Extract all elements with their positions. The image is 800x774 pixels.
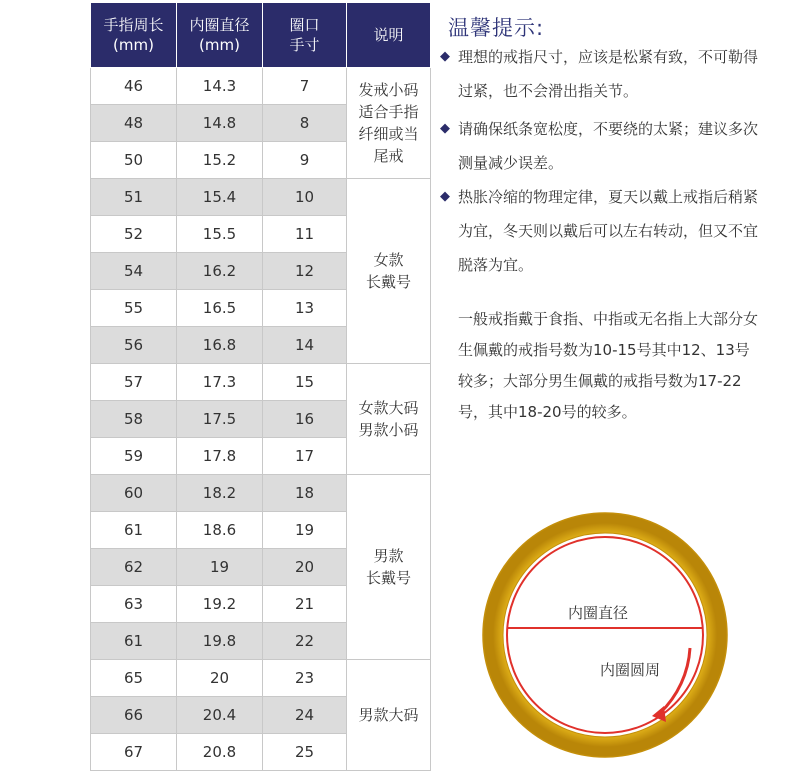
finger-circumference-cell: 60 bbox=[91, 475, 177, 512]
inner-diameter-cell: 15.5 bbox=[177, 216, 263, 253]
size-group-note-line: 男款 bbox=[373, 547, 404, 565]
finger-circumference-cell: 54 bbox=[91, 253, 177, 290]
ring-size-table bbox=[90, 2, 431, 771]
size-group-note bbox=[347, 364, 431, 475]
header-ring-size: 圈口 手寸 bbox=[263, 3, 347, 68]
inner-diameter-cell: 18.2 bbox=[177, 475, 263, 512]
finger-circumference-cell: 59 bbox=[91, 438, 177, 475]
inner-diameter-cell: 19.2 bbox=[177, 586, 263, 623]
finger-circumference-cell: 63 bbox=[91, 586, 177, 623]
inner-diameter-cell: 19.8 bbox=[177, 623, 263, 660]
size-guidance-paragraph: 一般戒指戴于食指、中指或无名指上大部分女生佩戴的戒指号数为10-15号其中12、13号较多；大部分男生佩戴的戒指号数为17-22号，其中18-20号的较多。 bbox=[458, 310, 759, 421]
table-row bbox=[91, 179, 431, 216]
ring-size-cell: 11 bbox=[263, 216, 347, 253]
size-group-note-line: 女款 bbox=[373, 251, 404, 269]
finger-circumference-cell: 61 bbox=[91, 512, 177, 549]
table-body bbox=[91, 68, 431, 771]
size-group-note-line: 长戴号 bbox=[365, 569, 411, 587]
inner-circumference-label: 内圈圆周 bbox=[599, 661, 661, 679]
inner-diameter-cell: 17.3 bbox=[177, 364, 263, 401]
diamond-bullet-icon: ◆ bbox=[440, 121, 450, 136]
ring-size-cell: 23 bbox=[263, 660, 347, 697]
ring-size-cell: 8 bbox=[263, 105, 347, 142]
finger-circumference-cell: 57 bbox=[91, 364, 177, 401]
ring-size-cell: 21 bbox=[263, 586, 347, 623]
tip-text: 理想的戒指尺寸，应该是松紧有致，不可勒得过紧，也不会滑出指关节。 bbox=[458, 48, 759, 100]
inner-diameter-cell: 17.8 bbox=[177, 438, 263, 475]
ring-size-cell: 9 bbox=[263, 142, 347, 179]
inner-diameter-cell: 20 bbox=[177, 660, 263, 697]
ring-size-cell: 19 bbox=[263, 512, 347, 549]
inner-diameter-cell: 14.8 bbox=[177, 105, 263, 142]
ring-size-cell: 25 bbox=[263, 734, 347, 771]
inner-diameter-label: 内圈直径 bbox=[567, 604, 629, 622]
ring-interior bbox=[504, 534, 706, 736]
inner-diameter-cell: 19 bbox=[177, 549, 263, 586]
ring-size-cell: 7 bbox=[263, 68, 347, 105]
header-inner-diameter: 内圈直径 (mm) bbox=[177, 3, 263, 68]
finger-circumference-cell: 52 bbox=[91, 216, 177, 253]
size-group-note bbox=[347, 475, 431, 660]
finger-circumference-cell: 58 bbox=[91, 401, 177, 438]
finger-circumference-cell: 67 bbox=[91, 734, 177, 771]
tip-text: 请确保纸条宽松度，不要绕的太紧；建议多次测量减少误差。 bbox=[458, 120, 759, 172]
header-description: 说明 bbox=[347, 3, 431, 68]
finger-circumference-cell: 56 bbox=[91, 327, 177, 364]
diamond-bullet-icon: ◆ bbox=[440, 49, 450, 64]
ring-size-cell: 20 bbox=[263, 549, 347, 586]
finger-circumference-cell: 51 bbox=[91, 179, 177, 216]
ring-size-cell: 15 bbox=[263, 364, 347, 401]
finger-circumference-cell: 65 bbox=[91, 660, 177, 697]
tip-item bbox=[440, 112, 760, 180]
ring-diagram bbox=[480, 510, 730, 760]
size-group-note-line: 长戴号 bbox=[365, 273, 411, 291]
finger-circumference-cell: 66 bbox=[91, 697, 177, 734]
size-group-note-line: 男款小码 bbox=[358, 421, 419, 439]
finger-circumference-cell: 61 bbox=[91, 623, 177, 660]
inner-diameter-cell: 16.5 bbox=[177, 290, 263, 327]
tips-title: 温馨提示: bbox=[448, 16, 545, 40]
ring-size-cell: 17 bbox=[263, 438, 347, 475]
ring-size-cell: 18 bbox=[263, 475, 347, 512]
inner-diameter-cell: 18.6 bbox=[177, 512, 263, 549]
table-row bbox=[91, 68, 431, 105]
inner-diameter-cell: 17.5 bbox=[177, 401, 263, 438]
finger-circumference-cell: 50 bbox=[91, 142, 177, 179]
inner-diameter-cell: 16.2 bbox=[177, 253, 263, 290]
finger-circumference-cell: 48 bbox=[91, 105, 177, 142]
table-header-row bbox=[91, 3, 431, 68]
tip-item bbox=[440, 40, 760, 108]
table-row bbox=[91, 364, 431, 401]
ring-size-cell: 16 bbox=[263, 401, 347, 438]
tip-item bbox=[440, 180, 760, 282]
ring-size-cell: 24 bbox=[263, 697, 347, 734]
tip-text: 热胀冷缩的物理定律，夏天以戴上戒指后稍紧为宜，冬天则以戴后可以左右转动，但又不宜脱落为宜。 bbox=[458, 188, 759, 274]
size-group-note bbox=[347, 179, 431, 364]
size-group-note-line: 女款大码 bbox=[358, 399, 419, 417]
inner-diameter-cell: 20.4 bbox=[177, 697, 263, 734]
table-row bbox=[91, 660, 431, 697]
inner-diameter-cell: 14.3 bbox=[177, 68, 263, 105]
size-group-note-line: 发戒小码 bbox=[358, 81, 419, 99]
inner-diameter-cell: 15.2 bbox=[177, 142, 263, 179]
inner-diameter-cell: 20.8 bbox=[177, 734, 263, 771]
finger-circumference-cell: 55 bbox=[91, 290, 177, 327]
table-row bbox=[91, 475, 431, 512]
header-finger-circumference: 手指周长 (mm) bbox=[91, 3, 177, 68]
size-group-note bbox=[347, 660, 431, 771]
finger-circumference-cell: 46 bbox=[91, 68, 177, 105]
inner-diameter-cell: 15.4 bbox=[177, 179, 263, 216]
diamond-bullet-icon: ◆ bbox=[440, 189, 450, 204]
size-group-note-line: 男款大码 bbox=[358, 706, 419, 724]
finger-circumference-cell: 62 bbox=[91, 549, 177, 586]
size-group-note bbox=[347, 68, 431, 179]
ring-size-cell: 22 bbox=[263, 623, 347, 660]
inner-diameter-cell: 16.8 bbox=[177, 327, 263, 364]
size-group-note-line: 尾戒 bbox=[373, 147, 404, 165]
ring-size-cell: 14 bbox=[263, 327, 347, 364]
ring-size-cell: 13 bbox=[263, 290, 347, 327]
size-group-note-line: 纤细或当 bbox=[358, 125, 419, 143]
size-group-note-line: 适合手指 bbox=[358, 103, 419, 121]
ring-size-cell: 12 bbox=[263, 253, 347, 290]
ring-size-cell: 10 bbox=[263, 179, 347, 216]
